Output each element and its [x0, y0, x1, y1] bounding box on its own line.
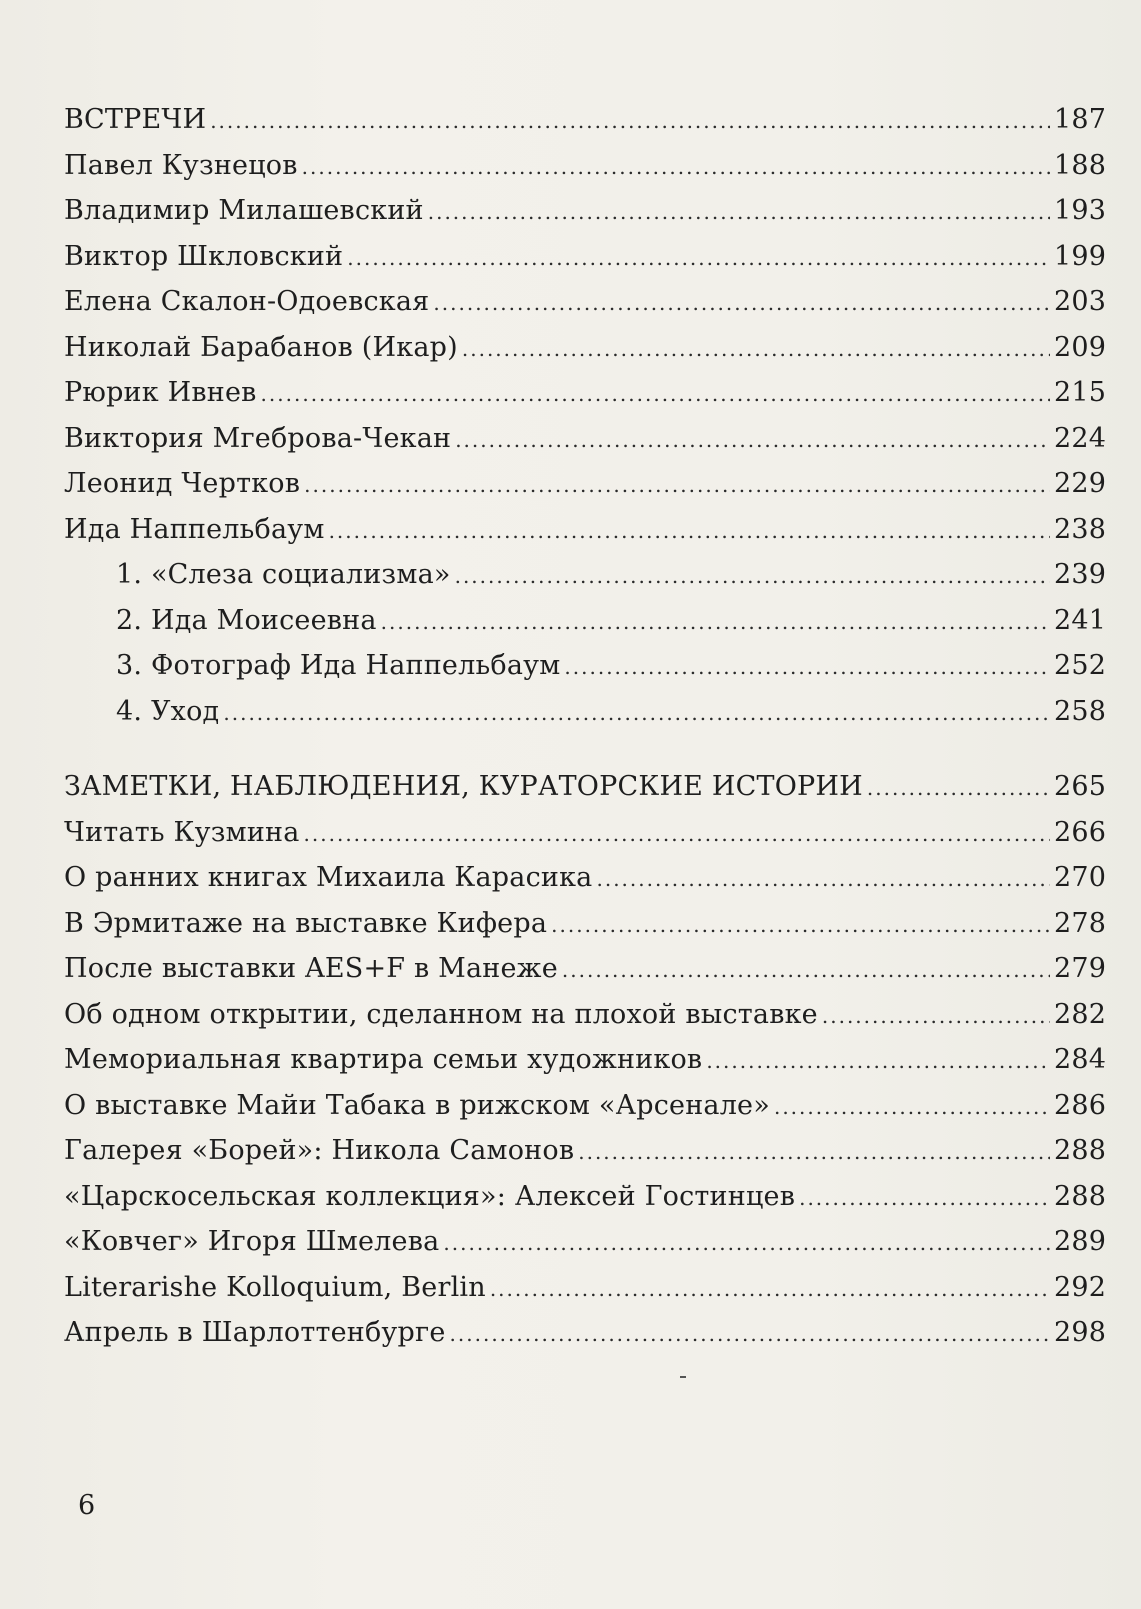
toc-entry-title: Павел Кузнецов — [64, 149, 298, 181]
toc-entry-title: «Царскосельская коллекция»: Алексей Гостинцев — [64, 1180, 796, 1212]
toc-entry — [64, 1044, 1107, 1090]
toc-subentry — [64, 559, 1107, 605]
toc-subentry — [64, 604, 1107, 651]
toc-entry-title: После выставки AES+F в Манеже — [64, 953, 558, 984]
dot-leader — [551, 913, 1050, 937]
toc-page-number: 292 — [1054, 1271, 1107, 1303]
toc-entry-title: Об одном открытии, сделанном на плохой выставке — [64, 998, 818, 1030]
dot-leader — [774, 1095, 1050, 1119]
toc-page-number: 278 — [1054, 907, 1107, 939]
dot-leader — [578, 1140, 1050, 1164]
toc-entry-title: ЗАМЕТКИ, НАБЛЮДЕНИЯ, КУРАТОРСКИЕ ИСТОРИИ — [64, 771, 863, 802]
toc-entry-title: Читать Кузмина — [64, 816, 300, 848]
toc-entry — [64, 195, 1107, 241]
toc-page-number: 286 — [1054, 1089, 1107, 1121]
page-number: 6 — [78, 1490, 96, 1521]
toc-entry — [64, 513, 1107, 560]
toc-entry-title: Literarishe Kolloquium, Berlin — [64, 1271, 486, 1303]
toc-entry — [64, 1317, 1107, 1363]
toc-entry — [64, 240, 1107, 287]
toc-page-number: 241 — [1054, 604, 1107, 636]
toc-entry — [64, 953, 1107, 999]
toc-entry-title: О выставке Майи Табака в рижском «Арсенале» — [64, 1089, 770, 1121]
dot-leader — [564, 655, 1050, 679]
toc-page-number: 193 — [1054, 195, 1107, 226]
toc-entry — [64, 149, 1107, 196]
dot-leader — [822, 1004, 1050, 1028]
toc-page-number: 203 — [1054, 286, 1107, 317]
table-of-contents — [64, 104, 1107, 1363]
dot-leader — [799, 1186, 1050, 1210]
dot-leader — [562, 958, 1050, 982]
toc-entry-title: ВСТРЕЧИ — [64, 104, 207, 135]
toc-entry-title: Галерея «Борей»: Никола Самонов — [64, 1135, 575, 1166]
dot-leader — [347, 246, 1050, 270]
toc-page-number: 298 — [1054, 1317, 1107, 1348]
toc-page-number: 270 — [1054, 862, 1107, 893]
dot-leader — [455, 564, 1050, 588]
toc-page-number: 188 — [1054, 149, 1107, 181]
toc-entry-title: Николай Барабанов (Икар) — [64, 331, 458, 363]
dot-leader — [455, 428, 1050, 452]
toc-entry-title: 4. Уход — [116, 695, 220, 727]
toc-entry-title: Мемориальная квартира семьи художников — [64, 1044, 703, 1075]
toc-entry-title: 2. Ида Моисеевна — [116, 604, 377, 636]
toc-page-number: 215 — [1054, 377, 1107, 408]
dot-leader — [223, 701, 1050, 725]
toc-page-number: 252 — [1054, 650, 1107, 681]
toc-entry-title: Владимир Милашевский — [64, 195, 424, 226]
toc-entry — [64, 907, 1107, 954]
toc-page-number: 258 — [1054, 695, 1107, 727]
toc-subentry — [64, 695, 1107, 742]
dot-leader — [304, 822, 1050, 846]
toc-page-number: 282 — [1054, 998, 1107, 1030]
toc-entry-title: Рюрик Ивнев — [64, 377, 257, 408]
toc-page-number: 224 — [1054, 422, 1107, 454]
toc-entry — [64, 468, 1107, 514]
dot-leader — [433, 291, 1050, 315]
toc-page-number: 288 — [1054, 1180, 1107, 1212]
toc-page-number: 279 — [1054, 953, 1107, 984]
toc-page-number: 187 — [1054, 104, 1107, 135]
toc-entry — [64, 862, 1107, 908]
toc-entry — [64, 377, 1107, 423]
toc-entry-title: В Эрмитаже на выставке Кифера — [64, 907, 548, 939]
toc-page-number: 239 — [1054, 559, 1107, 590]
toc-entry-title: Апрель в Шарлоттенбурге — [64, 1317, 446, 1348]
dot-leader — [706, 1049, 1050, 1073]
printer-mark — [680, 1376, 686, 1378]
toc-entry — [64, 1089, 1107, 1136]
dot-leader — [443, 1231, 1050, 1255]
dot-leader — [210, 109, 1050, 133]
toc-entry — [64, 1226, 1107, 1272]
toc-page-number: 199 — [1054, 240, 1107, 272]
dot-leader — [462, 337, 1050, 361]
toc-entry — [64, 816, 1107, 863]
toc-page-number: 265 — [1054, 771, 1107, 802]
toc-entry — [64, 422, 1107, 469]
toc-entry-title: О ранних книгах Михаила Карасика — [64, 862, 593, 893]
toc-page-number: 288 — [1054, 1135, 1107, 1166]
dot-leader — [428, 200, 1050, 224]
toc-entry-title: Виктор Шкловский — [64, 240, 344, 272]
toc-entry-title: Виктория Мгеброва-Чекан — [64, 422, 452, 454]
toc-entry-title: Леонид Чертков — [64, 468, 301, 499]
toc-entry — [64, 998, 1107, 1045]
dot-leader — [450, 1322, 1050, 1346]
toc-entry — [64, 286, 1107, 332]
toc-subentry — [64, 650, 1107, 696]
toc-entry-title: 1. «Слеза социализма» — [116, 559, 451, 590]
toc-page-number: 266 — [1054, 816, 1107, 848]
toc-page-number: 229 — [1054, 468, 1107, 499]
toc-page-number: 238 — [1054, 513, 1107, 545]
toc-entry — [64, 1271, 1107, 1318]
dot-leader — [329, 519, 1050, 543]
toc-section-heading — [64, 104, 1107, 150]
dot-leader — [596, 867, 1050, 891]
dot-leader — [261, 382, 1050, 406]
toc-page-number: 284 — [1054, 1044, 1107, 1075]
toc-entry — [64, 1135, 1107, 1181]
toc-page-number: 209 — [1054, 331, 1107, 363]
dot-leader — [490, 1277, 1050, 1301]
toc-page-number: 289 — [1054, 1226, 1107, 1257]
dot-leader — [302, 155, 1050, 179]
toc-section-heading — [64, 771, 1107, 817]
dot-leader — [381, 610, 1050, 634]
dot-leader — [867, 776, 1050, 800]
toc-entry-title: Елена Скалон-Одоевская — [64, 286, 430, 317]
section-spacer — [64, 741, 1094, 771]
toc-entry-title: «Ковчег» Игоря Шмелева — [64, 1226, 440, 1257]
toc-entry — [64, 331, 1107, 378]
dot-leader — [304, 473, 1050, 497]
toc-entry — [64, 1180, 1107, 1227]
toc-entry-title: 3. Фотограф Ида Наппельбаум — [116, 650, 561, 681]
toc-entry-title: Ида Наппельбаум — [64, 513, 325, 545]
